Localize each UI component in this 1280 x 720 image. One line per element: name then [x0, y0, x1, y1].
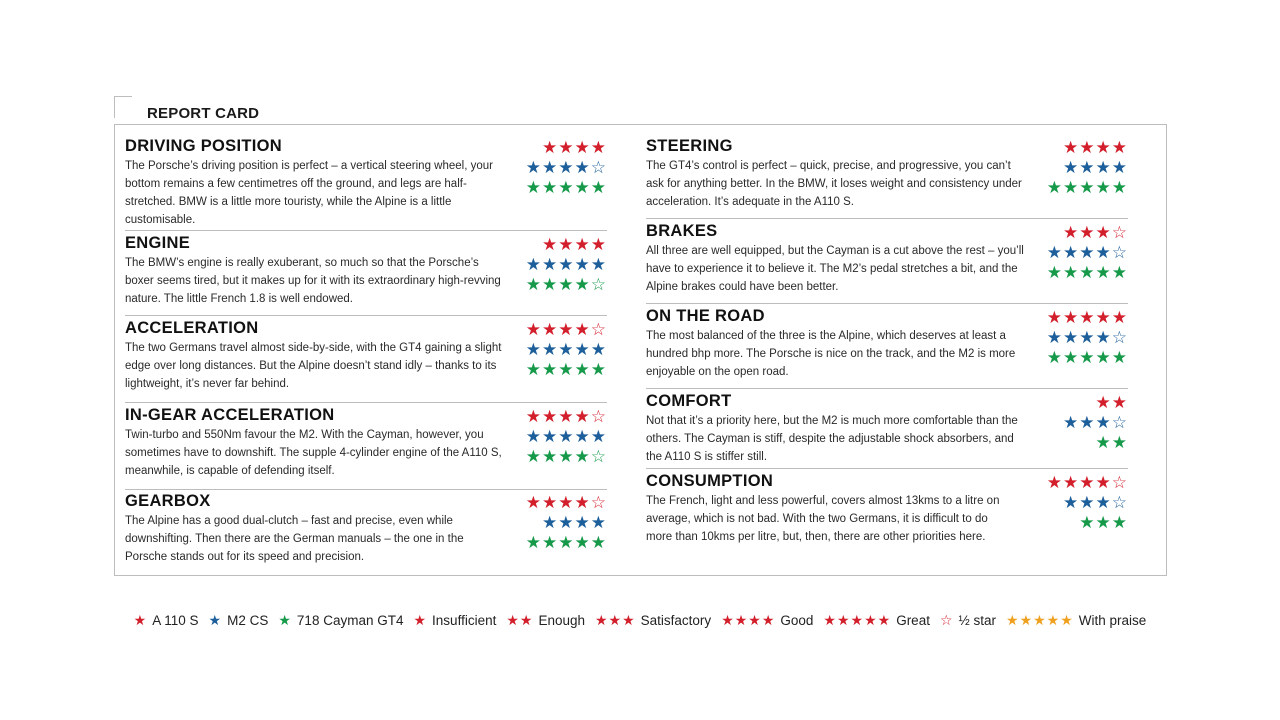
section-ratings: [1028, 138, 1128, 198]
section-ratings: [507, 235, 607, 295]
legend: [0, 612, 1280, 629]
legend-label: Satisfactory: [640, 613, 712, 628]
section-steering: [646, 137, 1128, 219]
legend-cayman-gt4: [278, 612, 403, 629]
rating-m2cs: ★★★★: [1063, 158, 1128, 177]
legend-label: Insufficient: [432, 613, 497, 628]
rating-cayman-gt4: ★★★★★: [525, 533, 607, 552]
rating-m2cs: ★★★★☆: [1046, 243, 1128, 262]
section-comfort: [646, 392, 1128, 469]
rating-cayman-gt4: ★★★★☆: [525, 275, 607, 294]
legend-with-praise: [1006, 612, 1146, 629]
section-driving-position: [125, 137, 607, 231]
legend-label: M2 CS: [227, 613, 269, 628]
section-ratings: [1028, 308, 1128, 368]
section-body: Twin-turbo and 550Nm favour the M2. With the Cayman, however, you sometimes have to downshift. The supple 4-cylinder engine of the A110 S, meanwhile, is capable of defending itself.: [125, 429, 502, 477]
star-icon: ★: [133, 612, 148, 628]
rating-m2cs: ★★★☆: [1063, 493, 1128, 512]
rating-cayman-gt4: ★★★: [1079, 513, 1128, 532]
rating-a110s: ★★★★☆: [525, 320, 607, 339]
legend-enough: [506, 612, 585, 629]
section-body: The Alpine has a good dual-clutch – fast and precise, even while downshifting. Then there are the German manuals – the one in the Porsche stands out for its speed and precision.: [125, 515, 464, 563]
rating-a110s: ★★: [1095, 393, 1128, 412]
section-consumption: [646, 472, 1128, 570]
section-ratings: [1028, 223, 1128, 283]
rating-m2cs: ★★★★☆: [1046, 328, 1128, 347]
rating-a110s: ★★★★★: [1046, 308, 1128, 327]
star-icon: ★: [278, 612, 292, 628]
half-star-icon: ☆: [939, 612, 954, 628]
section-body: The most balanced of the three is the Alpine, which deserves at least a hundred bhp more. The Porsche is nice on the track, and the M2 is more enjoyable on the open road.: [646, 330, 1016, 378]
section-ratings: [1028, 473, 1128, 533]
star-icon: ★★★★: [721, 612, 776, 628]
section-on-the-road: [646, 307, 1128, 389]
section-title: BRAKES: [646, 222, 718, 240]
section-engine: [125, 234, 607, 316]
section-title: ACCELERATION: [125, 319, 259, 337]
rating-cayman-gt4: ★★★★★: [1046, 178, 1128, 197]
legend-good: [721, 612, 813, 629]
section-title: ON THE ROAD: [646, 307, 765, 325]
legend-satisfactory: [595, 612, 711, 629]
section-body: All three are well equipped, but the Cayman is a cut above the rest – you’ll have to experience it to believe it. The M2’s pedal stretches a bit, and the Alpine brakes could have been better.: [646, 245, 1024, 293]
section-ratings: [507, 493, 607, 553]
section-title: IN-GEAR ACCELERATION: [125, 406, 335, 424]
section-body: The BMW’s engine is really exuberant, so much so that the Porsche’s boxer seems tired, but it makes up for it with its extraordinary high-revving nature. The little French 1.8 is well endowed.: [125, 257, 501, 305]
rating-cayman-gt4: ★★★★★: [1046, 263, 1128, 282]
section-ratings: [507, 138, 607, 198]
rating-m2cs: ★★★★★: [525, 255, 607, 274]
legend-label: ½ star: [958, 613, 997, 628]
section-body: The GT4’s control is perfect – quick, precise, and progressive, you can’t ask for anything better. In the BMW, it loses weight and consistency under acceleration. It’s adequate in the A110 S.: [646, 160, 1022, 208]
section-acceleration: [125, 319, 607, 403]
section-title: GEARBOX: [125, 492, 211, 510]
section-body: The French, light and less powerful, covers almost 13kms to a litre on average, which is not bad. With the two Germans, it is difficult to do more than 10kms per litre, but, then, there are other priorities here.: [646, 495, 1000, 543]
rating-cayman-gt4: ★★★★☆: [525, 447, 607, 466]
section-brakes: [646, 222, 1128, 304]
star-icon: ★★★: [595, 612, 636, 628]
card-title: REPORT CARD: [147, 105, 260, 122]
section-title: COMFORT: [646, 392, 732, 410]
section-ratings: [507, 407, 607, 467]
section-body: Not that it’s a priority here, but the M2 is much more comfortable than the others. The Cayman is stiff, despite the adjustable shock absorbers, and the A110 S is stiffer still.: [646, 415, 1018, 463]
rating-cayman-gt4: ★★★★★: [525, 178, 607, 197]
rating-a110s: ★★★★: [542, 235, 607, 254]
legend-label: Good: [780, 613, 814, 628]
section-body: The Porsche’s driving position is perfect – a vertical steering wheel, your bottom remains a few centimetres off the ground, and legs are half-stretched. BMW is a little more touristy, while the Alpine is a little customisable.: [125, 160, 493, 226]
section-in-gear-acceleration: [125, 406, 607, 490]
section-title: CONSUMPTION: [646, 472, 774, 490]
legend-great: [823, 612, 930, 629]
legend-label: Great: [896, 613, 930, 628]
rating-a110s: ★★★☆: [1063, 223, 1128, 242]
rating-a110s: ★★★★☆: [525, 407, 607, 426]
card-corner-tab: [114, 96, 132, 118]
section-title: DRIVING POSITION: [125, 137, 282, 155]
rating-m2cs: ★★★★: [542, 513, 607, 532]
legend-a110s: [134, 612, 199, 629]
star-icon: ★★: [506, 612, 534, 628]
rating-m2cs: ★★★☆: [1063, 413, 1128, 432]
legend-m2cs: [209, 612, 269, 629]
rating-cayman-gt4: ★★: [1095, 433, 1128, 452]
star-icon: ★: [208, 612, 223, 628]
legend-label: Enough: [538, 613, 585, 628]
rating-m2cs: ★★★★★: [525, 340, 607, 359]
rating-a110s: ★★★★☆: [525, 493, 607, 512]
star-icon: ★★★★★: [1006, 612, 1074, 628]
legend-label: With praise: [1078, 613, 1147, 628]
section-ratings: [507, 320, 607, 380]
section-ratings: [1028, 393, 1128, 453]
rating-cayman-gt4: ★★★★★: [525, 360, 607, 379]
legend-half-star: [940, 612, 996, 629]
section-body: The two Germans travel almost side-by-side, with the GT4 gaining a slight edge over long distances. But the Alpine doesn’t stand idly – thanks to its lightweight, it’s never far behind.: [125, 342, 502, 390]
rating-a110s: ★★★★: [542, 138, 607, 157]
section-gearbox: [125, 492, 607, 570]
star-icon: ★★★★★: [823, 612, 892, 628]
rating-m2cs: ★★★★☆: [525, 158, 607, 177]
rating-a110s: ★★★★☆: [1046, 473, 1128, 492]
rating-m2cs: ★★★★★: [525, 427, 607, 446]
legend-insufficient: [413, 612, 496, 629]
section-title: ENGINE: [125, 234, 191, 252]
rating-cayman-gt4: ★★★★★: [1046, 348, 1128, 367]
section-title: STEERING: [646, 137, 733, 155]
rating-a110s: ★★★★: [1063, 138, 1128, 157]
star-icon: ★: [413, 612, 428, 628]
legend-label: A 110 S: [152, 613, 199, 628]
legend-label: 718 Cayman GT4: [296, 613, 404, 628]
